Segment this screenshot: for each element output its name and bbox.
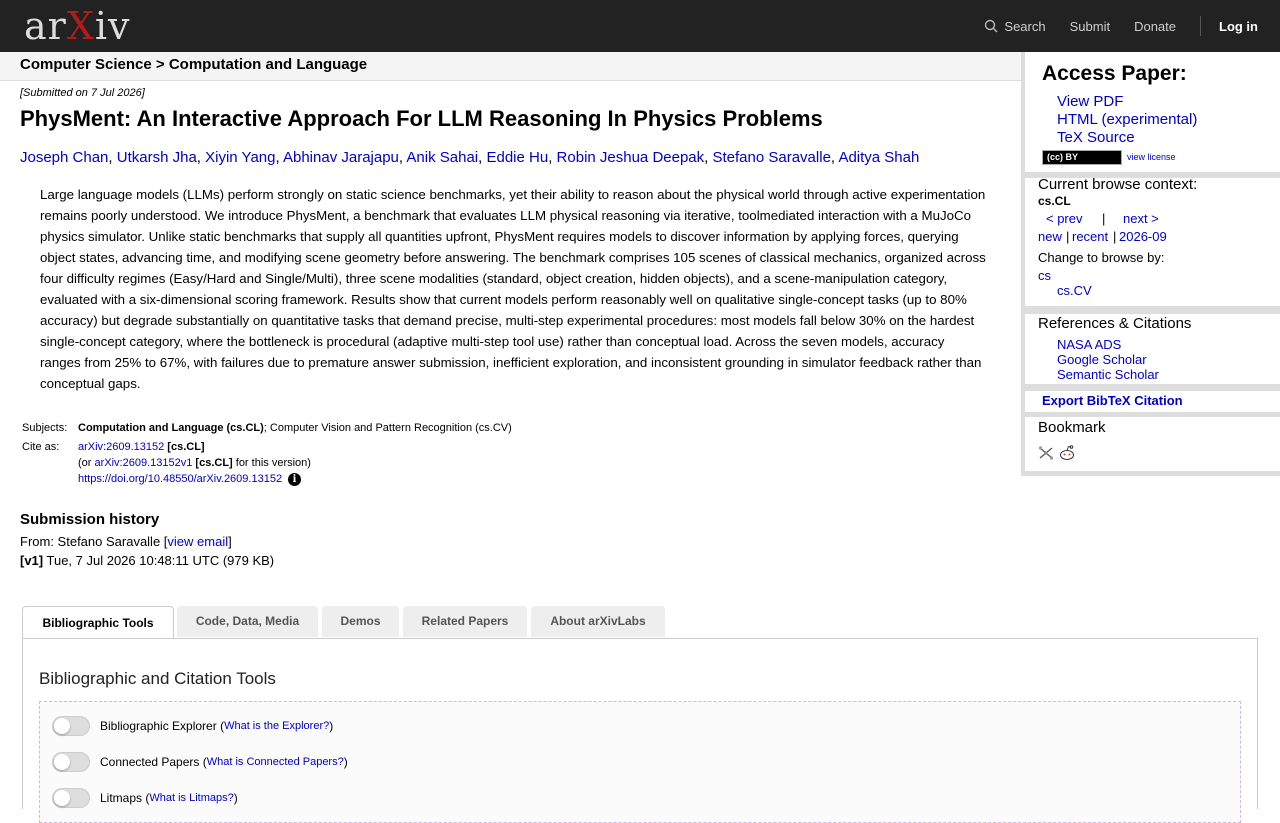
tab-about-arxivlabs[interactable]: About arXivLabs	[531, 606, 665, 637]
author-link[interactable]: Eddie Hu	[486, 149, 549, 166]
logo-text-iv: iv	[94, 4, 131, 48]
secondary-subjects: ; Computer Vision and Pattern Recognition (cs.CV)	[263, 422, 512, 434]
explorer-help-link[interactable]: What is the Explorer?	[224, 720, 330, 732]
cite-category: [cs.CL]	[167, 441, 205, 453]
metadata-table	[22, 420, 520, 490]
reddit-icon[interactable]	[1058, 444, 1076, 462]
author-list: Joseph Chan, Utkarsh Jha, Xiyin Yang, Abhinav Jarajapu, Anik Sahai, Eddie Hu, Robin Jeshua Deepak, Stefano Saravalle, Aditya Shah	[20, 149, 920, 166]
primary-subject: Computation and Language (cs.CL)	[78, 422, 264, 434]
author-link[interactable]: Abhinav Jarajapu	[282, 149, 399, 166]
arxiv-id-link[interactable]: arXiv:2609.13152	[78, 441, 165, 453]
browse-context-value: cs.CL	[1038, 194, 1071, 208]
view-email-link[interactable]: view email	[167, 534, 229, 549]
browse-cs-link[interactable]: cs	[1038, 268, 1051, 283]
cite-category-version: [cs.CL]	[195, 457, 233, 469]
tools-tabs	[22, 606, 1258, 638]
html-link[interactable]: HTML (experimental)	[1057, 111, 1198, 128]
cite-label: Cite as:	[22, 441, 60, 453]
breadcrumb	[20, 56, 367, 73]
change-browse-label: Change to browse by:	[1038, 250, 1165, 265]
tab-related-papers[interactable]: Related Papers	[403, 606, 527, 637]
nasa-ads-link[interactable]: NASA ADS	[1057, 337, 1122, 352]
breadcrumb-category[interactable]: Computation and Language	[168, 56, 368, 73]
new-recent-sep: |	[1066, 229, 1070, 244]
view-license-link[interactable]: view license	[1127, 152, 1176, 162]
browse-context-box	[1025, 178, 1280, 306]
references-heading: References & Citations	[1038, 315, 1192, 332]
submission-history-heading: Submission history	[20, 511, 160, 528]
browse-context-heading: Current browse context:	[1038, 176, 1198, 193]
connected-papers-help-link[interactable]: What is Connected Papers?	[206, 756, 344, 768]
prev-link[interactable]: < prev	[1046, 211, 1083, 226]
logo-text-ar: ar	[24, 4, 67, 48]
litmaps-help-link[interactable]: What is Litmaps?	[149, 792, 234, 804]
tab-demos[interactable]: Demos	[322, 606, 399, 637]
doi-link[interactable]: https://doi.org/10.48550/arXiv.2609.13152	[78, 473, 283, 485]
references-box	[1025, 314, 1280, 384]
semantic-scholar-link[interactable]: Semantic Scholar	[1057, 367, 1159, 382]
date-link[interactable]: 2026-09	[1119, 229, 1167, 244]
breadcrumb-sep: >	[151, 56, 169, 73]
arxiv-version-link[interactable]: arXiv:2609.13152v1	[94, 457, 193, 469]
tool-row-explorer: Bibliographic Explorer ( What is the Explorer? )	[52, 716, 333, 736]
connected-papers-label: Connected Papers	[100, 755, 200, 769]
bibsonomy-icon[interactable]	[1038, 445, 1054, 461]
submit-link[interactable]: Submit	[1069, 18, 1111, 34]
top-bar	[0, 0, 1280, 52]
author-link[interactable]: Anik Sahai	[406, 149, 479, 166]
cc-badge-text: (cc) BY	[1047, 152, 1079, 162]
author-link[interactable]: Xiyin Yang	[205, 149, 276, 166]
sidebar	[1021, 52, 1280, 476]
tools-panel	[22, 638, 1258, 809]
breadcrumb-bar	[0, 52, 1021, 81]
cc-license-badge[interactable]	[1042, 150, 1122, 165]
breadcrumb-archive[interactable]: Computer Science	[20, 56, 152, 73]
search-label: Search	[1004, 18, 1046, 34]
submitted-date: [Submitted on 7 Jul 2026]	[20, 87, 145, 99]
search-link[interactable]	[984, 19, 1045, 34]
author-link[interactable]: Robin Jeshua Deepak	[556, 149, 705, 166]
explorer-label: Bibliographic Explorer	[100, 719, 217, 733]
bibtex-box	[1025, 391, 1280, 412]
recent-date-sep: |	[1113, 229, 1117, 244]
bookmark-heading: Bookmark	[1038, 419, 1106, 436]
author-link[interactable]: Stefano Saravalle	[712, 149, 831, 166]
top-nav	[984, 0, 1280, 52]
author-link[interactable]: Joseph Chan	[20, 149, 109, 166]
tab-bibliographic-tools[interactable]: Bibliographic Tools	[22, 606, 174, 640]
version-date: Tue, 7 Jul 2026 10:48:11 UTC (979 KB)	[43, 553, 275, 568]
access-paper-heading: Access Paper:	[1042, 62, 1187, 85]
new-link[interactable]: new	[1038, 229, 1062, 244]
arxiv-logo[interactable]	[24, 6, 131, 46]
litmaps-label: Litmaps	[100, 791, 143, 805]
tex-source-link[interactable]: TeX Source	[1057, 129, 1135, 146]
access-paper-box	[1025, 52, 1280, 172]
panel-heading: Bibliographic and Citation Tools	[39, 669, 276, 688]
bookmark-box	[1025, 417, 1280, 471]
author-link[interactable]: Utkarsh Jha	[116, 149, 197, 166]
connected-papers-toggle[interactable]	[52, 752, 90, 772]
search-icon	[984, 19, 998, 33]
litmaps-toggle[interactable]	[52, 788, 90, 808]
version-v1	[20, 553, 274, 568]
prev-next-sep: |	[1102, 211, 1106, 226]
view-pdf-link[interactable]: View PDF	[1057, 93, 1124, 110]
next-link[interactable]: next >	[1123, 211, 1159, 226]
tool-row-connected-papers: Connected Papers ( What is Connected Papers? )	[52, 752, 348, 772]
cite-value	[78, 439, 520, 490]
explorer-toggle[interactable]	[52, 716, 90, 736]
tool-row-litmaps: Litmaps ( What is Litmaps? )	[52, 788, 238, 808]
recent-link[interactable]: recent	[1072, 229, 1109, 244]
paper-title: PhysMent: An Interactive Approach For LLM Reasoning In Physics Problems	[20, 106, 823, 131]
tools-list	[39, 701, 1241, 823]
version-label: [v1]	[20, 553, 44, 568]
subjects-label: Subjects:	[22, 422, 68, 434]
nav-divider	[1200, 16, 1201, 36]
author-link[interactable]: Aditya Shah	[838, 149, 920, 166]
bracket-close: ]	[228, 534, 232, 549]
browse-cscv-link[interactable]: cs.CV	[1057, 283, 1092, 298]
login-link[interactable]: Log in	[1219, 18, 1258, 34]
google-scholar-link[interactable]: Google Scholar	[1057, 352, 1147, 367]
cite-or: (or	[78, 457, 95, 469]
submission-from	[20, 534, 232, 549]
logo-text-x: X	[66, 4, 95, 48]
subjects-value	[78, 420, 520, 439]
submitter-text: From: Stefano Saravalle [	[20, 534, 168, 549]
cite-tail: for this version)	[232, 457, 311, 469]
export-bibtex-link[interactable]: Export BibTeX Citation	[1042, 393, 1183, 408]
info-icon[interactable]: i	[288, 473, 301, 486]
donate-link[interactable]: Donate	[1134, 18, 1176, 34]
abstract: Large language models (LLMs) perform strongly on static science benchmarks, yet their ability to reason about the physical world through active experimentation remains poorly understood. We introduce PhysMent, a benchmark that evaluates LLM physical reasoning via iterative, toolmediated interaction with a MuJoCo physics simulator. Unlike static benchmarks that supply all quantities upfront, PhysMent requires models to discover information by applying forces, querying object states, advancing time, and modifying scene geometry before answering. The benchmark comprises 105 scenes of classical mechanics, organized across four difficulty regimes (Easy/Hard and Single/Multi), three scene modalities (standard, object creation, hidden objects), and a scene-manipulation category, evaluated with a six-dimensional scoring framework. Results show that current models perform reasonably well on qualitative single-concept tasks (up to 80% accuracy) but degrade substantially on quantitative tasks that demand precise, multi-step experimental procedures: most models fall below 30% on the hardest single-concept category, where the bottleneck is procedural (adaptive multi-step tool use) rather than conceptual load. Across the seven models, accuracy ranges from 25% to 67%, with failures due to premature answer submission, inefficient exploration, and inconsistent grounding in simulator feedback rather than conceptual gaps.	[40, 187, 986, 391]
tab-code-data-media[interactable]: Code, Data, Media	[177, 606, 318, 637]
